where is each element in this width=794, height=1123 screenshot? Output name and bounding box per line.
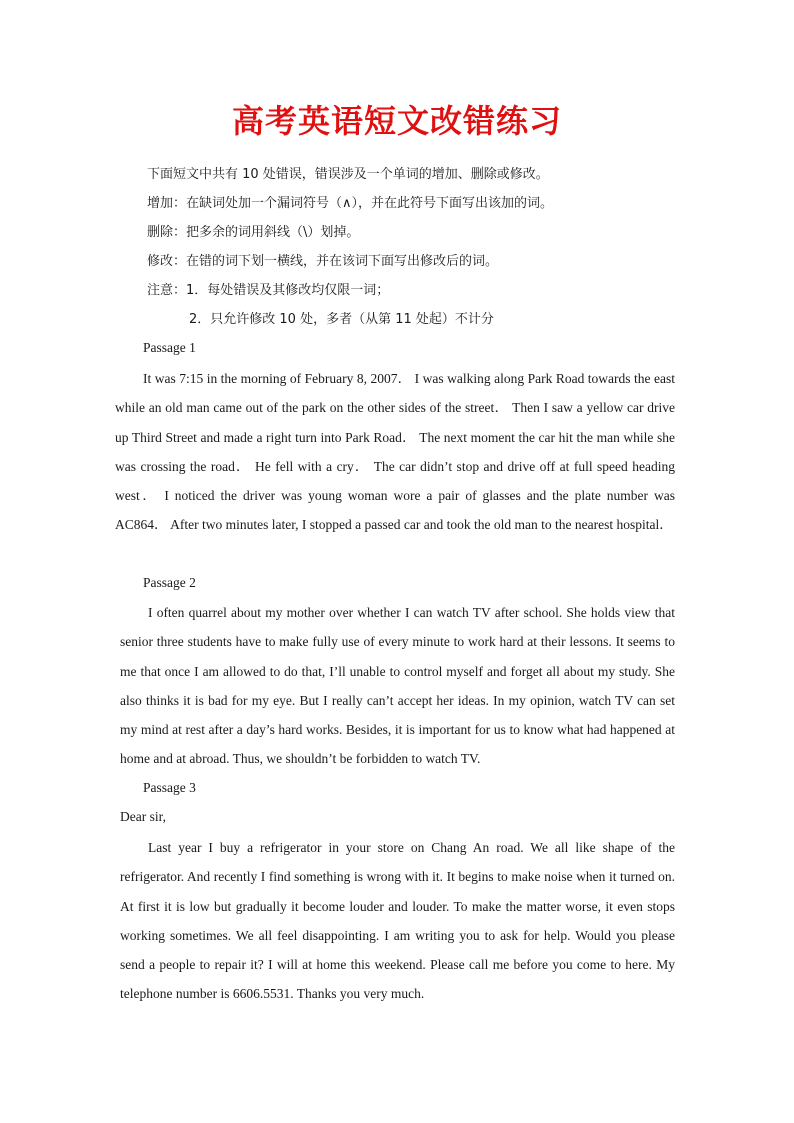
passage-3-body: Last year I buy a refrigerator in your store on Chang An road. We all like shape of the refrigerator. And recently I find something is wrong with it. It begins to make noise when it turned on. At first it is low but gradually it become louder and louder. To make the matter worse, it even stops working sometimes. We all feel disappointing. I am writing you to ask for help. Would you please send a people to repair it? I will at home this weekend. Please call me before you come to here. My telephone number is 6606.5531. Thanks you very much. [120, 840, 675, 1002]
instruction-line: 增加：在缺词处加一个漏词符号（∧），并在此符号下面写出该加的词。 [147, 196, 554, 211]
passage-2-body: I often quarrel about my mother over whether I can watch TV after school. She holds view that senior three students have to make fully use of every minute to work hard at their lessons. It seems to me that once I am allowed to do that, I’ll unable to control myself and forget all about my study. She also thinks it is bad for my eye. But I really can’t accept her ideas. In my opinion, watch TV can set my mind at rest after a day’s hard works. Besides, it is important for us to know what had happened at home and at abroad. Thus, we shouldn’t be forbidden to watch TV. [120, 605, 675, 767]
passage-3-label: Passage 3 [143, 780, 196, 795]
instructions-block [147, 160, 687, 334]
instruction-line: 删除：把多余的词用斜线（\）划掉。 [147, 225, 360, 240]
passage-3-text [120, 833, 675, 1009]
passage-2-label: Passage 2 [143, 575, 196, 590]
instruction-line: 注意：1．每处错误及其修改均仅限一词； [147, 283, 390, 298]
passage-1-text [115, 364, 675, 540]
instruction-line: 下面短文中共有 10 处错误，错误涉及一个单词的增加、删除或修改。 [147, 167, 549, 182]
passage-1-body: It was 7:15 in the morning of February 8, 2007． I was walking along Park Road towards the east while an old man came out of the park on the other sides of the street． Then I saw a yellow car drive up Third Street and made a right turn into Park Road． The next moment the car hit the man while she was crossing the road． He fell with a cry． The car didn’t stop and drive off at full speed heading west． I noticed the driver was young woman wore a pair of glasses and the plate number was AC864． After two minutes later, I stopped a passed car and took the old man to the nearest hospital． [115, 371, 675, 533]
passage-1-label: Passage 1 [143, 340, 196, 355]
instruction-line: 2．只允许修改 10 处，多者（从第 11 处起）不计分 [189, 312, 494, 327]
passage-2-text [120, 598, 675, 774]
page-title: 高考英语短文改错练习 [231, 102, 562, 140]
letter-salutation: Dear sir, [120, 809, 166, 824]
instruction-line: 修改：在错的词下划一横线，并在该词下面写出修改后的词。 [147, 254, 499, 269]
